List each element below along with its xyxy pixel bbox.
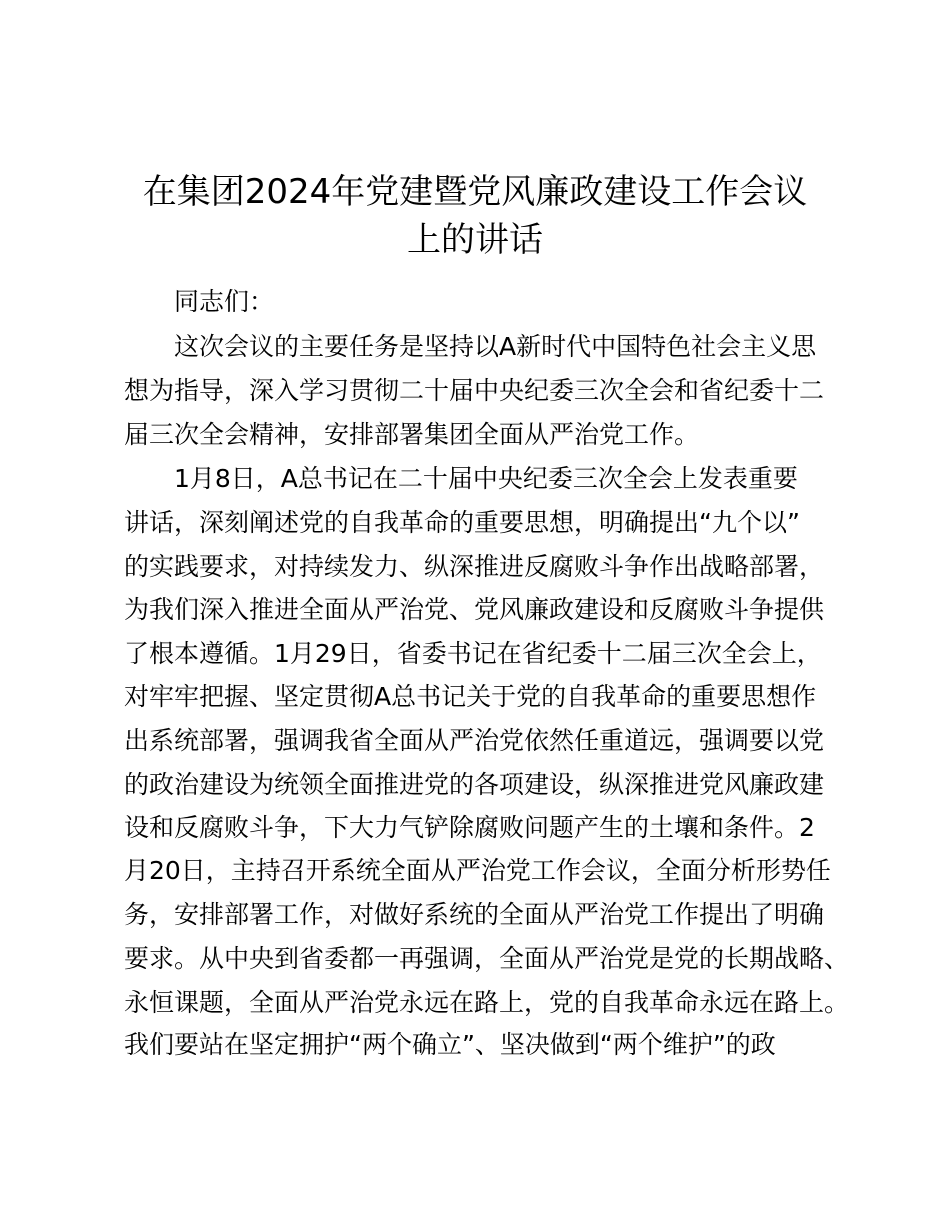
body-line: 的政治建设为统领全面推进党的各项建设，纵深推进党风廉政建 xyxy=(124,770,825,799)
body-line: 设和反腐败斗争，下大力气铲除腐败问题产生的土壤和条件。2 xyxy=(124,813,815,842)
body-line: 1月8日，A总书记在二十届中央纪委三次全会上发表重要 xyxy=(124,464,798,493)
body-line: 届三次全会精神，安排部署集团全面从严治党工作。 xyxy=(124,420,700,449)
body-line: 想为指导，深入学习贯彻二十届中央纪委三次全会和省纪委十二 xyxy=(124,376,825,405)
body-line: 讲话，深刻阐述党的自我革命的重要思想，明确提出“九个以” xyxy=(124,508,800,537)
body-line: 永恒课题，全面从严治党永远在路上，党的自我革命永远在路上。 xyxy=(124,988,850,1017)
body-line: 要求。从中央到省委都一再强调，全面从严治党是党的长期战略、 xyxy=(124,944,850,973)
body-line: 对牢牢把握、坚定贯彻A总书记关于党的自我革命的重要思想作 xyxy=(124,682,817,711)
body-line: 为我们深入推进全面从严治党、党风廉政建设和反腐败斗争提供 xyxy=(124,595,825,624)
body-line: 务，安排部署工作，对做好系统的全面从严治党工作提出了明确 xyxy=(124,900,825,929)
body-line: 月20日，主持召开系统全面从严治党工作会议，全面分析形势任 xyxy=(124,856,831,885)
body-line: 这次会议的主要任务是坚持以A新时代中国特色社会主义思 xyxy=(124,332,817,361)
body-line: 出系统部署，强调我省全面从严治党依然任重道远，强调要以党 xyxy=(124,726,825,755)
document-title-line-1: 在集团2024年党建暨党风廉政建设工作会议 xyxy=(142,172,808,212)
document-title-line-2: 上的讲话 xyxy=(407,220,543,260)
salutation: 同志们： xyxy=(124,287,275,316)
body-line: 我们要站在坚定拥护“两个确立”、坚决做到“两个维护”的政 xyxy=(124,1030,776,1059)
body-line: 了根本遵循。1月29日，省委书记在省纪委十二届三次全会上， xyxy=(124,639,822,668)
body-line: 的实践要求，对持续发力、纵深推进反腐败斗争作出战略部署， xyxy=(124,552,825,581)
